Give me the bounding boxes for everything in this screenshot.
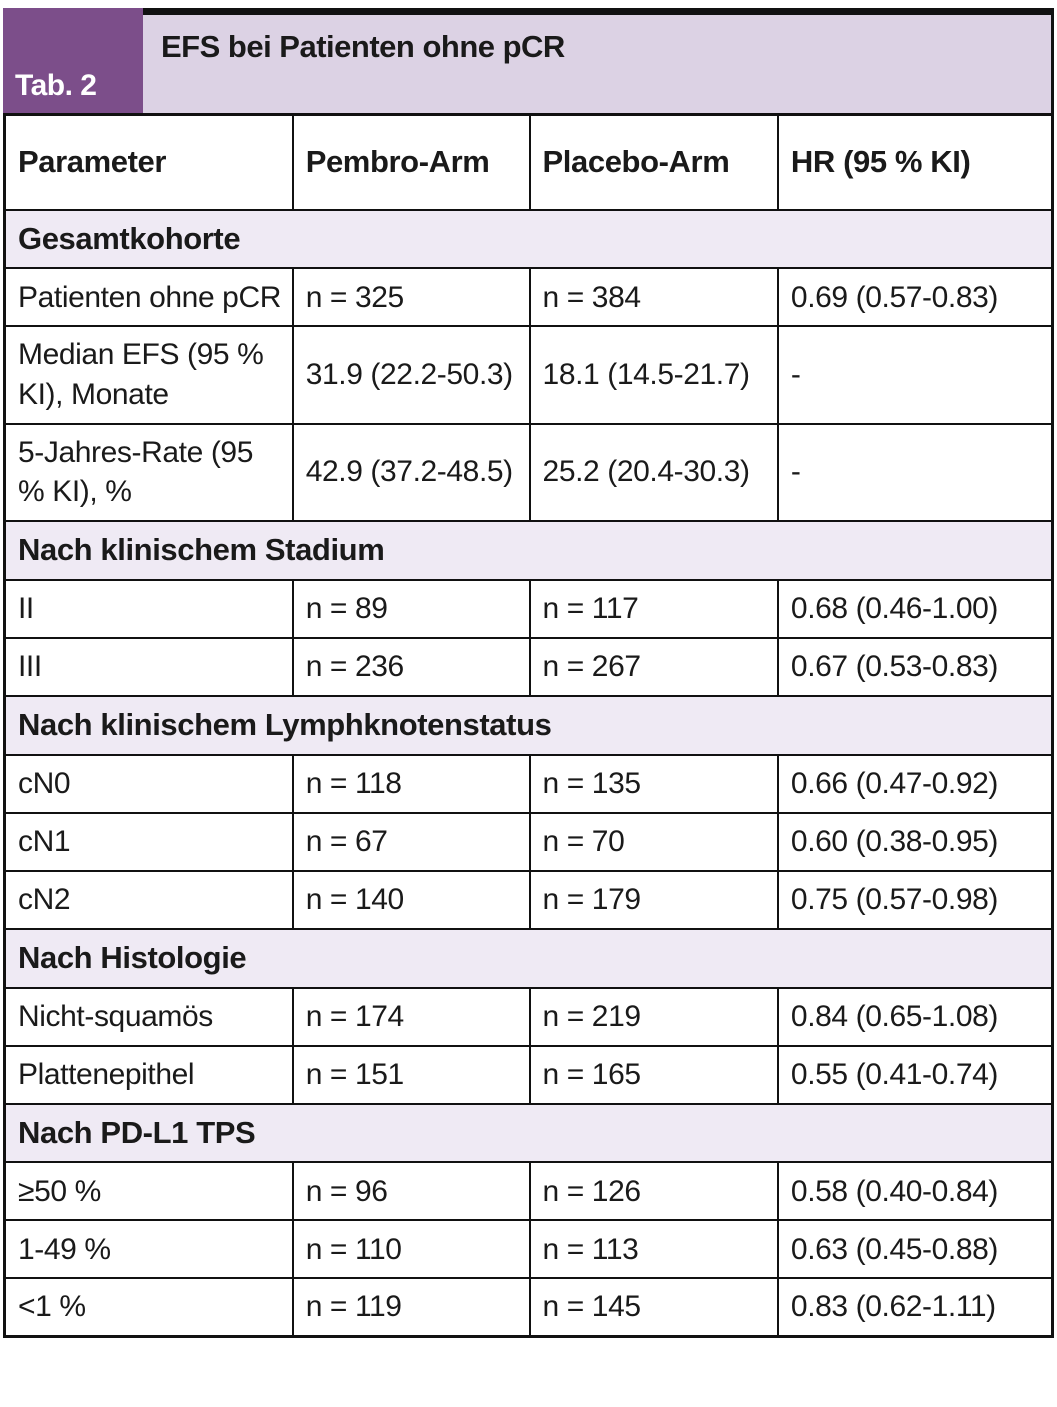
table-row: [5, 580, 1053, 638]
cell-placebo: n = 117: [530, 580, 778, 638]
table-row: [5, 813, 1053, 871]
cell-hr: 0.84 (0.65-1.08): [778, 988, 1053, 1046]
cell-hr: -: [778, 326, 1053, 423]
section-header: Gesamtkohorte: [5, 210, 1053, 269]
table-row: [5, 1162, 1053, 1220]
table-title: EFS bei Patienten ohne pCR: [161, 29, 565, 64]
column-header-pembro: Pembro-Arm: [293, 115, 530, 210]
cell-hr: 0.66 (0.47-0.92): [778, 755, 1053, 813]
section-header-row: [5, 1104, 1053, 1163]
cell-placebo: n = 179: [530, 871, 778, 929]
cell-pembro: n = 67: [293, 813, 530, 871]
section-header: Nach klinischem Stadium: [5, 521, 1053, 580]
cell-placebo: n = 135: [530, 755, 778, 813]
table-row: [5, 1278, 1053, 1336]
cell-pembro: n = 236: [293, 638, 530, 696]
section-header-row: [5, 929, 1053, 988]
section-header-row: [5, 521, 1053, 580]
table-row: [5, 424, 1053, 521]
cell-placebo: n = 126: [530, 1162, 778, 1220]
table-row: [5, 638, 1053, 696]
section-header-row: [5, 696, 1053, 755]
cell-placebo: n = 165: [530, 1046, 778, 1104]
cell-parameter: Nicht-squamös: [5, 988, 293, 1046]
cell-parameter: ≥50 %: [5, 1162, 293, 1220]
table-tab-badge: Tab. 2: [3, 8, 143, 113]
cell-parameter: II: [5, 580, 293, 638]
cell-placebo: n = 145: [530, 1278, 778, 1336]
cell-placebo: 25.2 (20.4-30.3): [530, 424, 778, 521]
cell-parameter: 1-49 %: [5, 1220, 293, 1278]
cell-pembro: n = 174: [293, 988, 530, 1046]
cell-parameter: Median EFS (95 % KI), Monate: [5, 326, 293, 423]
column-header-hr: HR (95 % KI): [778, 115, 1053, 210]
cell-parameter: 5-Jahres-Rate (95 % KI), %: [5, 424, 293, 521]
cell-pembro: n = 151: [293, 1046, 530, 1104]
table-row: [5, 755, 1053, 813]
cell-hr: 0.55 (0.41-0.74): [778, 1046, 1053, 1104]
cell-pembro: 42.9 (37.2-48.5): [293, 424, 530, 521]
cell-hr: 0.83 (0.62-1.11): [778, 1278, 1053, 1336]
cell-placebo: n = 113: [530, 1220, 778, 1278]
data-table: [3, 113, 1054, 1338]
table-row: [5, 1046, 1053, 1104]
cell-parameter: cN2: [5, 871, 293, 929]
cell-parameter: Plattenepithel: [5, 1046, 293, 1104]
cell-placebo: 18.1 (14.5-21.7): [530, 326, 778, 423]
column-header-parameter: Parameter: [5, 115, 293, 210]
cell-pembro: n = 119: [293, 1278, 530, 1336]
table-row: [5, 326, 1053, 423]
table-row: [5, 1220, 1053, 1278]
section-header-row: [5, 210, 1053, 269]
cell-pembro: 31.9 (22.2-50.3): [293, 326, 530, 423]
table-row: [5, 871, 1053, 929]
table-row: [5, 988, 1053, 1046]
cell-placebo: n = 70: [530, 813, 778, 871]
table-figure: [3, 8, 1054, 1338]
cell-hr: 0.69 (0.57-0.83): [778, 268, 1053, 326]
table-row: [5, 268, 1053, 326]
cell-hr: 0.75 (0.57-0.98): [778, 871, 1053, 929]
cell-parameter: <1 %: [5, 1278, 293, 1336]
cell-hr: -: [778, 424, 1053, 521]
cell-pembro: n = 110: [293, 1220, 530, 1278]
column-header-row: [5, 115, 1053, 210]
cell-hr: 0.63 (0.45-0.88): [778, 1220, 1053, 1278]
cell-parameter: cN0: [5, 755, 293, 813]
cell-parameter: cN1: [5, 813, 293, 871]
cell-hr: 0.68 (0.46-1.00): [778, 580, 1053, 638]
cell-pembro: n = 140: [293, 871, 530, 929]
cell-parameter: Patienten ohne pCR: [5, 268, 293, 326]
cell-hr: 0.67 (0.53-0.83): [778, 638, 1053, 696]
cell-pembro: n = 118: [293, 755, 530, 813]
table-banner: [3, 8, 1054, 113]
cell-parameter: III: [5, 638, 293, 696]
section-header: Nach PD-L1 TPS: [5, 1104, 1053, 1163]
cell-pembro: n = 96: [293, 1162, 530, 1220]
cell-pembro: n = 89: [293, 580, 530, 638]
cell-hr: 0.60 (0.38-0.95): [778, 813, 1053, 871]
section-header: Nach Histologie: [5, 929, 1053, 988]
column-header-placebo: Placebo-Arm: [530, 115, 778, 210]
cell-placebo: n = 384: [530, 268, 778, 326]
cell-placebo: n = 267: [530, 638, 778, 696]
table-body: [5, 210, 1053, 1337]
cell-hr: 0.58 (0.40-0.84): [778, 1162, 1053, 1220]
cell-placebo: n = 219: [530, 988, 778, 1046]
section-header: Nach klinischem Lymphknotenstatus: [5, 696, 1053, 755]
cell-pembro: n = 325: [293, 268, 530, 326]
